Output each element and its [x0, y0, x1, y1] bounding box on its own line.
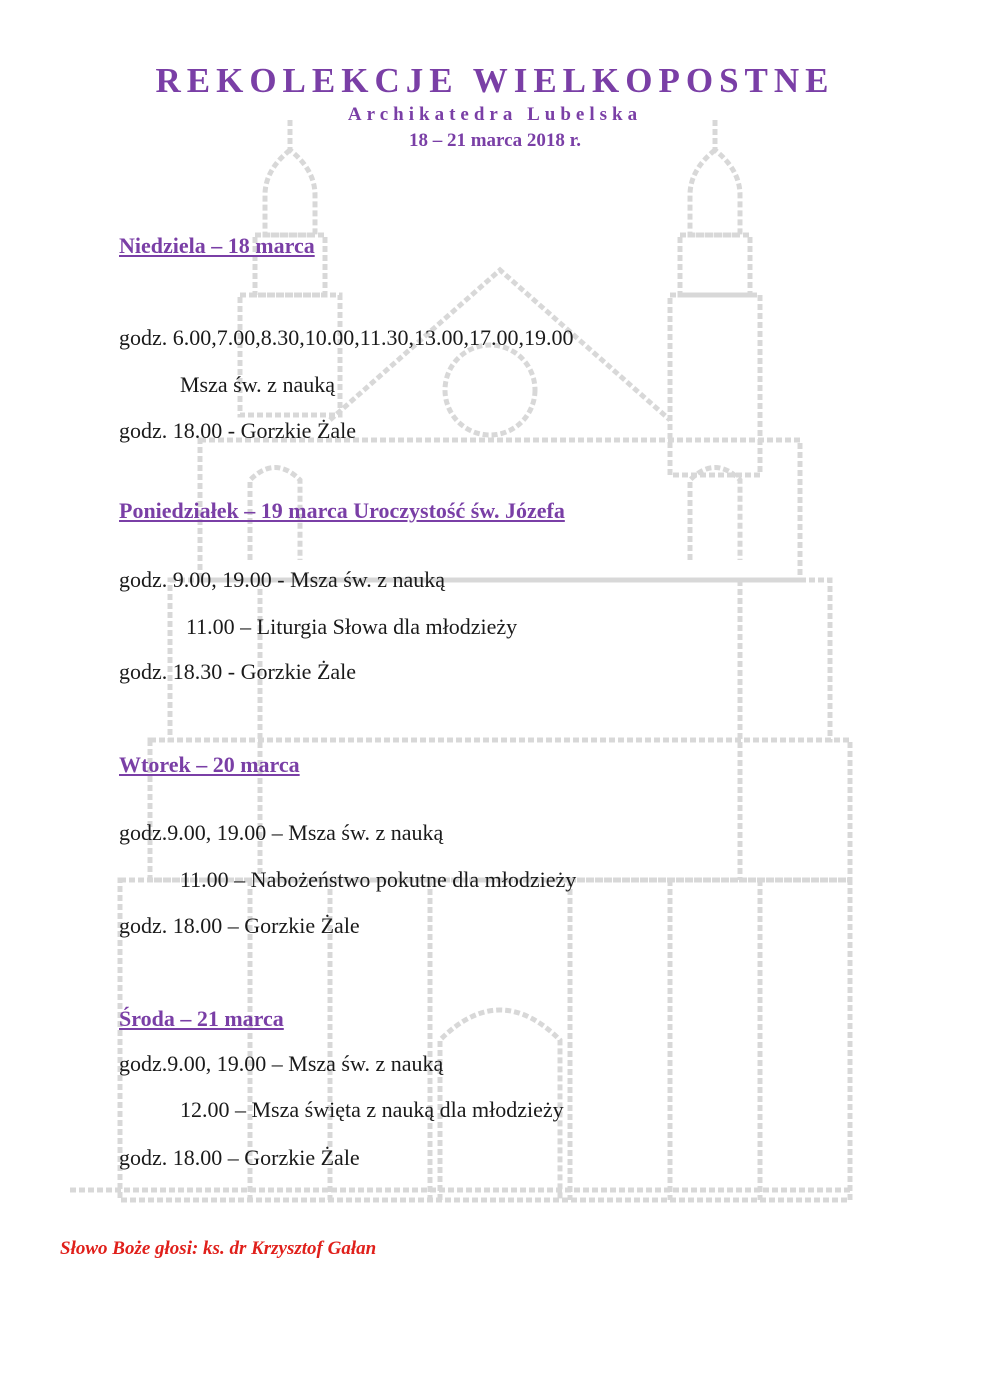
schedule-line: 11.00 – Nabożeństwo pokutne dla młodzieży	[180, 867, 577, 892]
schedule-line: 11.00 – Liturgia Słowa dla młodzieży	[186, 614, 518, 639]
day-heading-tuesday: Wtorek – 20 marca	[119, 752, 300, 777]
schedule-line: 12.00 – Msza święta z nauką dla młodzieży	[180, 1097, 564, 1122]
schedule-line: godz. 18.30 - Gorzkie Żale	[119, 659, 357, 684]
schedule-line: godz. 18.00 - Gorzkie Żale	[119, 418, 357, 443]
schedule-line: godz. 18.00 – Gorzkie Żale	[119, 1145, 360, 1170]
schedule-line: godz. 18.00 – Gorzkie Żale	[119, 913, 360, 938]
preacher-note: Słowo Boże głosi: ks. dr Krzysztof Gałan	[60, 1238, 377, 1259]
day-heading-monday: Poniedziałek – 19 marca Uroczystość św. Józefa	[119, 498, 565, 523]
date-range: 18 – 21 marca 2018 r.	[408, 130, 582, 151]
schedule-line: godz.9.00, 19.00 – Msza św. z nauką	[119, 1051, 444, 1076]
day-heading-sunday: Niedziela – 18 marca	[119, 233, 315, 258]
day-heading-wednesday: Środa – 21 marca	[119, 1006, 284, 1031]
schedule-line: godz.9.00, 19.00 – Msza św. z nauką	[119, 820, 444, 845]
schedule-line: Msza św. z nauką	[180, 372, 335, 397]
schedule-line: godz. 6.00,7.00,8.30,10.00,11.30,13.00,17.00,19.00	[119, 325, 574, 350]
page-title: REKOLEKCJE WIELKOPOSTNE	[155, 61, 835, 100]
header	[0, 60, 990, 154]
page-subtitle: Archikatedra Lubelska	[347, 104, 643, 125]
schedule-line: godz. 9.00, 19.00 - Msza św. z nauką	[119, 567, 446, 592]
